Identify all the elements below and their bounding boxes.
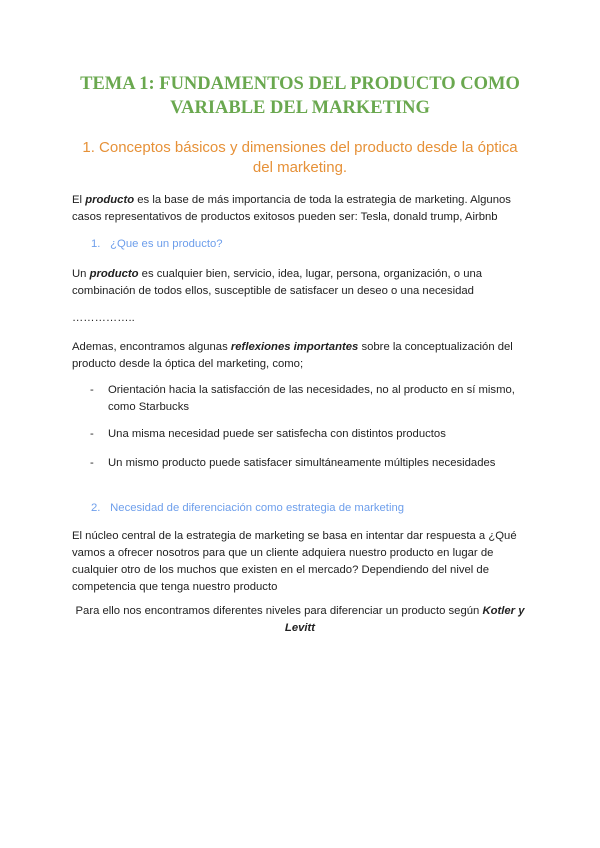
highlighted-term: producto <box>85 194 135 206</box>
title-line-1: TEMA 1: FUNDAMENTOS DEL PRODUCTO COMO <box>80 74 520 94</box>
bullet-marker: - <box>90 457 94 469</box>
subtitle-line-1: 1. Conceptos básicos y dimensiones del producto desde la óptica <box>82 139 518 156</box>
paragraph-text: sobre la conceptualización del producto desde la óptica del marketing, como; <box>72 341 513 370</box>
bullet-text: Orientación hacia la satisfacción de las necesidades, no al producto en sí mismo, como Starbucks <box>108 384 515 413</box>
bullet-text: Una misma necesidad puede ser satisfecha con distintos productos <box>108 428 446 440</box>
subtitle-line-2: del marketing. <box>252 159 348 176</box>
paragraph-nucleo-central: El núcleo central de la estrategia de marketing se basa en intentar dar respuesta a ¿Qué vamos a ofrecer nosotros para que un cliente adquiera nuestro producto en lugar de cualquier otro de los muchos que existen en el mercado? Dependiendo del nivel de competencia que tenga nuestro producto <box>72 530 517 593</box>
bullet-text: Un mismo producto puede satisfacer simultáneamente múltiples necesidades <box>108 457 496 469</box>
paragraph-prefix: Un <box>72 268 90 280</box>
bullet-item <box>90 455 530 472</box>
heading-text: ¿Que es un producto? <box>110 238 223 250</box>
paragraph-text: Para ello nos encontramos diferentes niveles para diferenciar un producto según <box>75 605 483 617</box>
heading-number: 1. <box>91 238 101 250</box>
bullet-item <box>90 382 530 416</box>
title-line-2: VARIABLE DEL MARKETING <box>170 98 430 118</box>
paragraph-producto-definition <box>72 266 542 300</box>
heading-necesidad-diferenciacion <box>91 500 404 517</box>
heading-text: Necesidad de diferenciación como estrategia de marketing <box>110 502 405 514</box>
document-title <box>60 72 540 120</box>
bullet-marker: - <box>90 428 94 440</box>
paragraph-niveles-diferenciacion <box>60 603 540 637</box>
highlighted-term: reflexiones importantes <box>230 341 359 353</box>
ellipsis-line: …………….. <box>72 312 135 324</box>
section-subtitle <box>70 138 530 178</box>
highlighted-term: producto <box>89 268 139 280</box>
highlighted-term: Kotler y Levitt <box>284 605 525 634</box>
heading-number: 2. <box>91 502 101 514</box>
bullet-item <box>90 426 530 443</box>
paragraph-prefix: Ademas, encontramos algunas <box>72 341 231 353</box>
heading-que-es-producto <box>91 236 223 253</box>
paragraph-text: es la base de más importancia de toda la estrategia de marketing. Algunos casos representativos de productos exitosos pueden ser: Tesla, donald trump, Airbnb <box>72 194 511 223</box>
bullet-marker: - <box>90 384 94 396</box>
paragraph-producto-intro <box>72 192 542 226</box>
paragraph-text: es cualquier bien, servicio, idea, lugar, persona, organización, o una combinación de todos ellos, susceptible de satisfacer un deseo o una necesidad <box>72 268 483 297</box>
paragraph-reflexiones <box>72 339 542 373</box>
paragraph-prefix: El <box>72 194 86 206</box>
